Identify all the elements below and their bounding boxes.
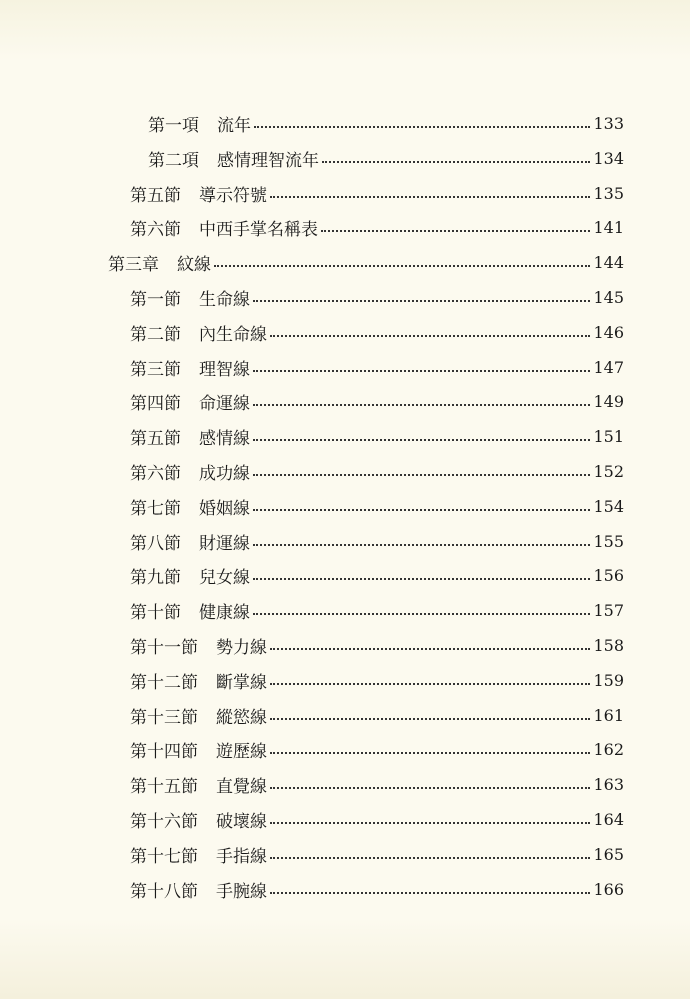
dot-leader (270, 892, 590, 894)
dot-leader (270, 718, 590, 720)
toc-entry-page: 154 (593, 496, 624, 516)
toc-entry-title: 手指線 (216, 846, 267, 867)
dot-leader (253, 509, 590, 511)
dot-leader (253, 404, 590, 406)
toc-entry (130, 700, 624, 730)
dot-leader (270, 787, 590, 789)
toc-entry-title: 流年 (217, 115, 251, 136)
toc-entry-title: 理智線 (199, 359, 250, 380)
toc-entry-title: 成功線 (199, 463, 250, 484)
toc-entry-title: 直覺線 (216, 776, 267, 797)
toc-entry-page: 134 (593, 148, 624, 168)
dot-leader (253, 439, 590, 441)
toc-entry-title: 婚姻線 (199, 498, 250, 519)
toc-entry-page: 157 (593, 600, 624, 620)
toc-entry-number: 第二節 (130, 324, 181, 345)
toc-entry-number: 第十六節 (130, 811, 198, 832)
toc-entry (130, 386, 624, 416)
toc-entry-number: 第十三節 (130, 707, 198, 728)
toc-entry-number: 第二項 (148, 150, 199, 171)
dot-leader (254, 126, 590, 128)
toc-entry-number: 第十八節 (130, 881, 198, 902)
toc-entry-number: 第三節 (130, 359, 181, 380)
toc-entry-page: 155 (593, 531, 624, 551)
dot-leader (214, 265, 590, 267)
toc-entry-title: 手腕線 (216, 881, 267, 902)
dot-leader (270, 648, 590, 650)
dot-leader (253, 578, 590, 580)
toc-entry-page: 162 (593, 739, 624, 759)
dot-leader (253, 544, 590, 546)
toc-entry-number: 第六節 (130, 219, 181, 240)
toc-entry-title: 感情理智流年 (217, 150, 319, 171)
toc-entry-page: 141 (593, 217, 624, 237)
dot-leader (321, 230, 590, 232)
dot-leader (253, 613, 590, 615)
toc-entry-number: 第一項 (148, 115, 199, 136)
toc-entry-title: 縱慾線 (216, 707, 267, 728)
toc-entry-page: 135 (593, 183, 624, 203)
toc-entry-number: 第五節 (130, 428, 181, 449)
toc-entry-page: 133 (593, 113, 624, 133)
toc-entry-title: 紋線 (177, 254, 211, 275)
toc-entry (130, 178, 624, 208)
toc-entry (148, 108, 624, 138)
toc-entry-page: 165 (593, 844, 624, 864)
toc-entry-title: 內生命線 (199, 324, 267, 345)
dot-leader (270, 683, 590, 685)
toc-entry (130, 839, 624, 869)
toc-entry-page: 164 (593, 809, 624, 829)
toc-entry-title: 命運線 (199, 393, 250, 414)
toc-entry-number: 第八節 (130, 533, 181, 554)
toc-entry (130, 560, 624, 590)
toc-entry-page: 158 (593, 635, 624, 655)
toc-entry (130, 212, 624, 242)
toc-entry (130, 769, 624, 799)
toc-entry-title: 生命線 (199, 289, 250, 310)
toc-entry-number: 第十一節 (130, 637, 198, 658)
toc-entry (108, 247, 624, 277)
toc-entry-page: 149 (593, 391, 624, 411)
toc-entry-number: 第四節 (130, 393, 181, 414)
toc-entry-number: 第九節 (130, 567, 181, 588)
dot-leader (253, 474, 590, 476)
toc-entry-number: 第六節 (130, 463, 181, 484)
toc-entry-number: 第十七節 (130, 846, 198, 867)
toc-entry-page: 146 (593, 322, 624, 342)
toc-entry-title: 中西手掌名稱表 (199, 219, 318, 240)
toc-entry-number: 第十四節 (130, 741, 198, 762)
toc-entry-title: 財運線 (199, 533, 250, 554)
dot-leader (253, 300, 590, 302)
toc-entry-title: 破壞線 (216, 811, 267, 832)
toc-entry-page: 163 (593, 774, 624, 794)
toc-entry-number: 第十五節 (130, 776, 198, 797)
toc-entry (130, 456, 624, 486)
toc-entry-page: 166 (593, 879, 624, 899)
toc-entry (130, 630, 624, 660)
toc-entry-page: 161 (593, 705, 624, 725)
toc-entry-number: 第五節 (130, 185, 181, 206)
toc-entry-title: 斷掌線 (216, 672, 267, 693)
toc-entry-title: 遊歷線 (216, 741, 267, 762)
toc-entry-number: 第一節 (130, 289, 181, 310)
toc-entry-page: 147 (593, 357, 624, 377)
toc-entry (130, 491, 624, 521)
dot-leader (270, 857, 590, 859)
toc-entry (130, 665, 624, 695)
dot-leader (322, 161, 590, 163)
toc-entry (130, 804, 624, 834)
toc-entry-number: 第七節 (130, 498, 181, 519)
toc-entry (130, 317, 624, 347)
dot-leader (270, 335, 590, 337)
toc-entry-page: 145 (593, 287, 624, 307)
toc-entry (130, 526, 624, 556)
toc-entry-page: 159 (593, 670, 624, 690)
toc-entry (148, 143, 624, 173)
toc-entry-number: 第十二節 (130, 672, 198, 693)
toc-entry-number: 第三章 (108, 254, 159, 275)
toc-entry-page: 152 (593, 461, 624, 481)
toc-entry-title: 健康線 (199, 602, 250, 623)
toc-entry (130, 874, 624, 904)
toc-entry (130, 595, 624, 625)
toc-entry-page: 156 (593, 565, 624, 585)
toc-entry (130, 282, 624, 312)
toc-entry (130, 734, 624, 764)
toc-entry-title: 兒女線 (199, 567, 250, 588)
toc-entry-title: 導示符號 (199, 185, 267, 206)
toc-entry-title: 感情線 (199, 428, 250, 449)
dot-leader (270, 196, 590, 198)
toc-entry-page: 151 (593, 426, 624, 446)
dot-leader (270, 822, 590, 824)
toc-entry-title: 勢力線 (216, 637, 267, 658)
toc-entry-number: 第十節 (130, 602, 181, 623)
toc-entry-page: 144 (593, 252, 624, 272)
toc-entry (130, 352, 624, 382)
dot-leader (253, 370, 590, 372)
dot-leader (270, 752, 590, 754)
toc-entry (130, 421, 624, 451)
